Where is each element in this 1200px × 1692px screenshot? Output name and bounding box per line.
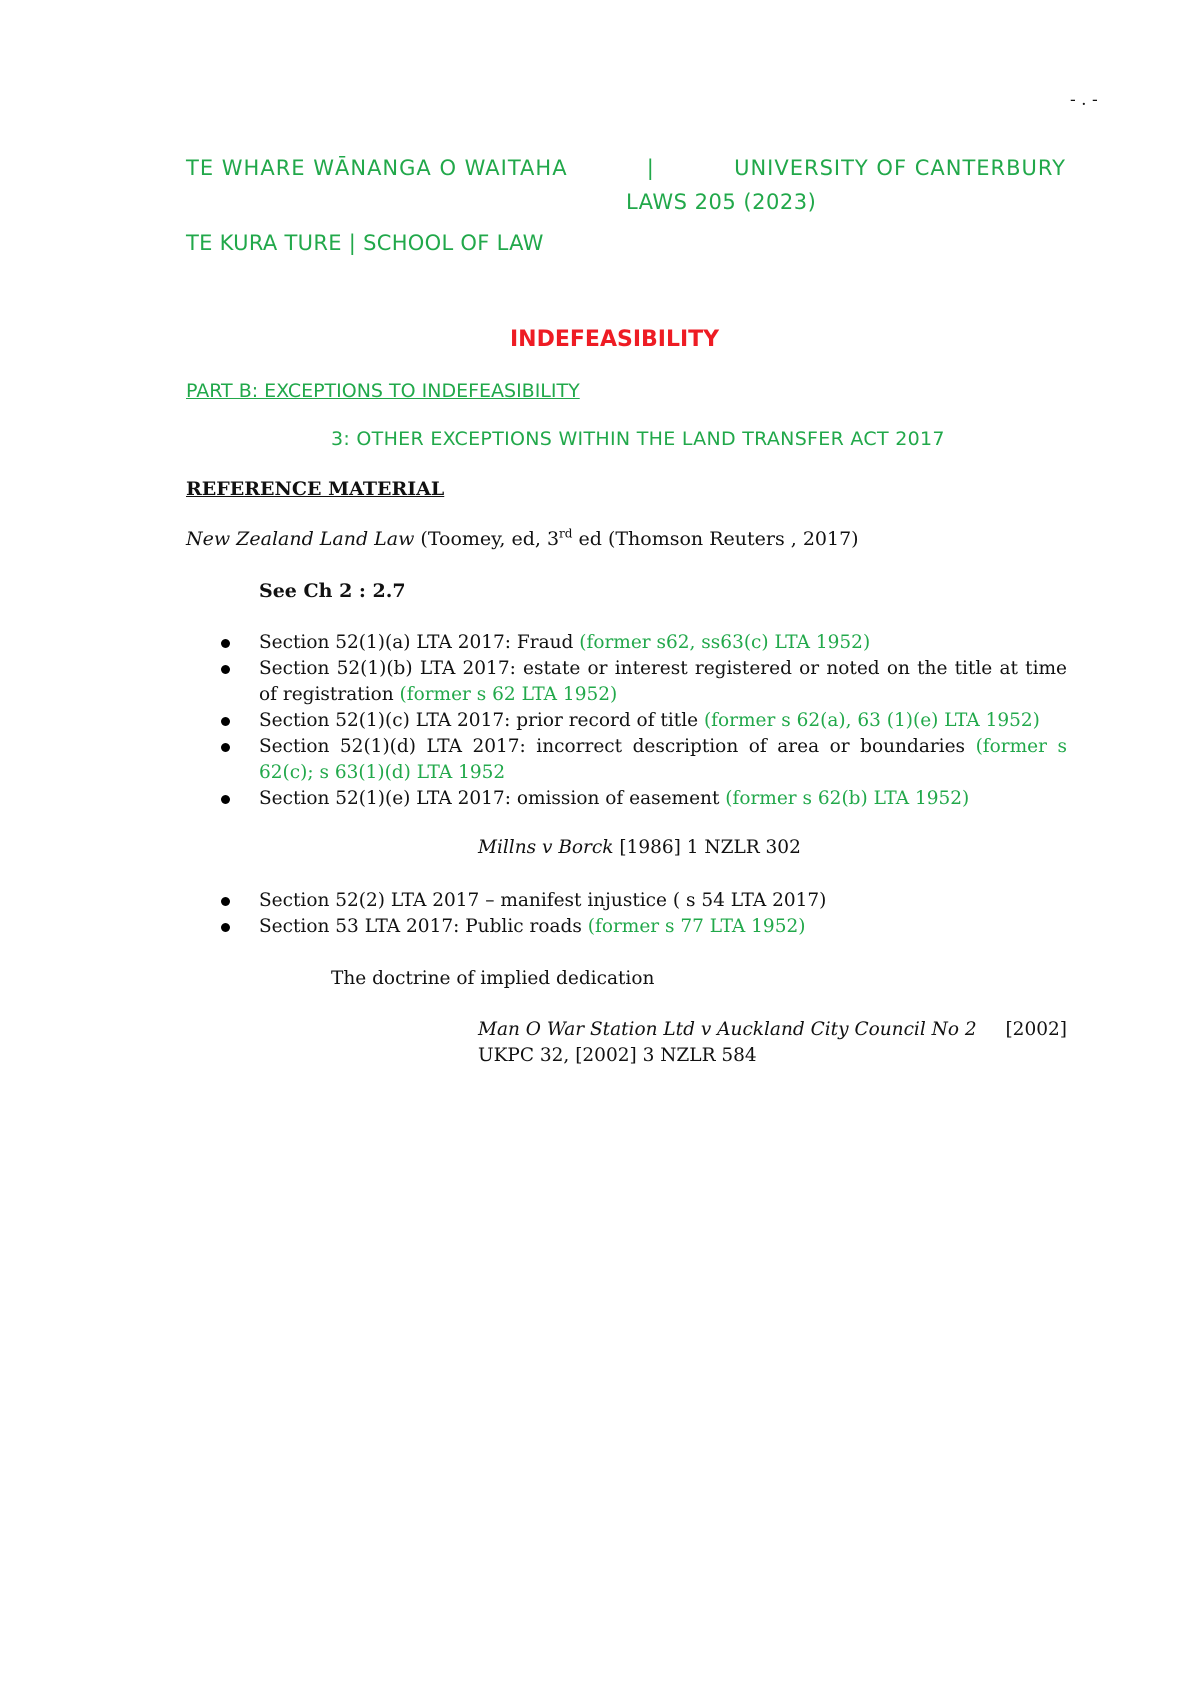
list-item-text: Section 52(1)(d) LTA 2017: incorrect description of area or boundaries (259, 736, 976, 757)
case-citation-2 (478, 1019, 1067, 1040)
list-item-note: (former s62, ss63(c) LTA 1952) (579, 632, 871, 653)
case-year-2: [2002] (1005, 1019, 1067, 1040)
book-reference (186, 528, 859, 550)
part-heading: PART B: EXCEPTIONS TO INDEFEASIBILITY (186, 380, 580, 402)
case-citation (478, 837, 801, 858)
book-edition-superscript: rd (559, 526, 573, 541)
list-item-note: (former s 62(a), 63 (1)(e) LTA 1952) (703, 710, 1040, 731)
list-item-note: (former s 62 LTA 1952) (399, 684, 618, 705)
see-chapter: See Ch 2 : 2.7 (259, 580, 406, 602)
book-title: New Zealand Land Law (186, 528, 415, 550)
bullet-icon (221, 743, 230, 752)
doctrine-heading: The doctrine of implied dedication (331, 968, 655, 989)
list-item-text: Section 52(1)(b) LTA 2017: estate or interest registered or noted on the title at time of registration (259, 658, 1067, 705)
bullet-icon (221, 923, 230, 932)
list-item-text: Section 53 LTA 2017: Public roads (259, 916, 588, 937)
list-item (221, 708, 1067, 734)
list-item-text: Section 52(1)(c) LTA 2017: prior record of title (259, 710, 704, 731)
book-details-post: ed (Thomson Reuters , 2017) (572, 528, 859, 550)
section-heading: 3: OTHER EXCEPTIONS WITHIN THE LAND TRANSFER ACT 2017 (331, 428, 945, 450)
case-name: Millns v Borck (478, 837, 614, 858)
list-item (221, 630, 1067, 656)
case-name-2: Man O War Station Ltd v Auckland City Council No 2 (478, 1019, 977, 1040)
bullet-icon (221, 897, 230, 906)
case-reference: [1986] 1 NZLR 302 (613, 837, 801, 858)
list-item-note: (former s 62(b) LTA 1952) (725, 788, 970, 809)
header-maori-name: TE WHARE WĀNANGA O WAITAHA (186, 156, 568, 180)
bullet-icon (221, 665, 230, 674)
list-item (221, 734, 1067, 786)
list-item (221, 888, 1067, 914)
bullet-icon (221, 795, 230, 804)
list-item-note: (former s 77 LTA 1952) (587, 916, 806, 937)
page-number: - . - (1070, 90, 1098, 110)
exceptions-list (221, 630, 1067, 812)
list-item (221, 914, 1067, 940)
additional-exceptions-list (221, 888, 1067, 940)
list-item-text: Section 52(1)(e) LTA 2017: omission of easement (259, 788, 726, 809)
page-title: INDEFEASIBILITY (510, 327, 720, 352)
list-item-note: (former s 62(c); s 63(1)(d) LTA 1952 (259, 736, 1067, 783)
header-english-name: UNIVERSITY OF CANTERBURY (734, 156, 1066, 180)
header-course-code: LAWS 205 (2023) (626, 190, 817, 214)
list-item (221, 786, 1067, 812)
case-reference-2: UKPC 32, [2002] 3 NZLR 584 (478, 1045, 757, 1066)
book-details-pre: (Toomey, ed, 3 (414, 528, 560, 550)
bullet-icon (221, 639, 230, 648)
header-school: TE KURA TURE | SCHOOL OF LAW (186, 231, 544, 255)
bullet-icon (221, 717, 230, 726)
header-separator: | (646, 156, 655, 180)
list-item (221, 656, 1067, 708)
reference-heading: REFERENCE MATERIAL (186, 478, 445, 500)
header-university-line (186, 156, 1066, 180)
list-item-text: Section 52(2) LTA 2017 – manifest injustice ( s 54 LTA 2017) (259, 890, 827, 911)
list-item-text: Section 52(1)(a) LTA 2017: Fraud (259, 632, 580, 653)
